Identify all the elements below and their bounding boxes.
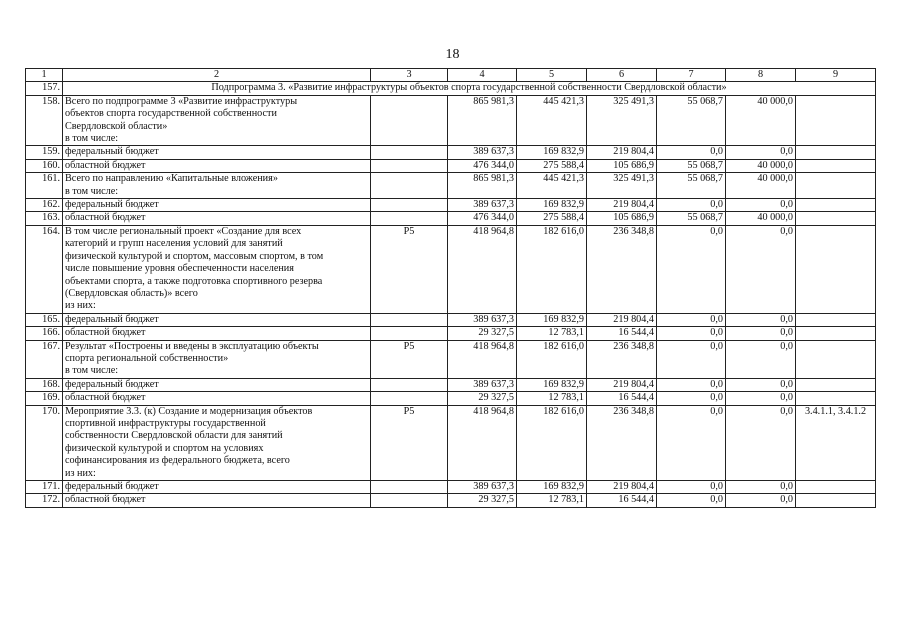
row-year-3: 0,0 <box>657 340 726 378</box>
row-total: 418 964,8 <box>448 405 517 480</box>
row-target-numbers <box>796 159 876 172</box>
row-year-1: 12 783,1 <box>517 327 587 340</box>
header-cell: 6 <box>587 69 657 82</box>
row-year-3: 0,0 <box>657 146 726 159</box>
row-year-1: 182 616,0 <box>517 340 587 378</box>
row-code <box>371 494 448 507</box>
row-code <box>371 392 448 405</box>
row-target-numbers: 3.4.1.1, 3.4.1.2 <box>796 405 876 480</box>
header-cell: 9 <box>796 69 876 82</box>
row-index: 166. <box>26 327 63 340</box>
row-name-line: категорий и групп населения условий для занятий <box>65 238 283 250</box>
row-year-2: 16 544,4 <box>587 494 657 507</box>
row-code <box>371 159 448 172</box>
row-year-3: 0,0 <box>657 327 726 340</box>
row-target-numbers <box>796 173 876 199</box>
row-year-3: 55 068,7 <box>657 173 726 199</box>
row-name <box>63 405 371 480</box>
row-name-line: областной бюджет <box>65 392 146 404</box>
row-year-1: 169 832,9 <box>517 313 587 326</box>
row-year-3: 55 068,7 <box>657 212 726 225</box>
row-year-4: 0,0 <box>726 340 796 378</box>
row-year-4: 40 000,0 <box>726 159 796 172</box>
row-name-line: Мероприятие 3.3. (к) Создание и модернизация объектов <box>65 405 313 417</box>
row-index: 171. <box>26 481 63 494</box>
row-index: 165. <box>26 313 63 326</box>
row-code <box>371 313 448 326</box>
row-name-line: областной бюджет <box>65 159 146 171</box>
row-year-4: 40 000,0 <box>726 95 796 146</box>
row-year-3: 0,0 <box>657 392 726 405</box>
table-row <box>26 173 876 199</box>
row-name-line: из них: <box>65 467 96 479</box>
row-index: 170. <box>26 405 63 480</box>
row-name-line: В том числе региональный проект «Создание для всех <box>65 225 302 237</box>
row-year-2: 219 804,4 <box>587 146 657 159</box>
row-year-1: 12 783,1 <box>517 392 587 405</box>
row-year-2: 325 491,3 <box>587 173 657 199</box>
row-name-line: физической культурой и спортом на условиях <box>65 442 264 454</box>
row-total: 29 327,5 <box>448 494 517 507</box>
row-name <box>63 494 371 507</box>
row-name-line: областной бюджет <box>65 327 146 339</box>
row-name-line: из них: <box>65 300 96 312</box>
table-row <box>26 378 876 391</box>
row-name-line: спортивной инфраструктуры государственной <box>65 417 266 429</box>
row-code: Р5 <box>371 405 448 480</box>
row-name <box>63 481 371 494</box>
row-code <box>371 146 448 159</box>
header-cell: 5 <box>517 69 587 82</box>
row-total: 418 964,8 <box>448 340 517 378</box>
row-year-4: 0,0 <box>726 327 796 340</box>
row-year-4: 0,0 <box>726 313 796 326</box>
header-cell: 1 <box>26 69 63 82</box>
row-total: 389 637,3 <box>448 313 517 326</box>
row-name <box>63 225 371 313</box>
row-year-2: 236 348,8 <box>587 225 657 313</box>
row-year-3: 0,0 <box>657 494 726 507</box>
row-target-numbers <box>796 146 876 159</box>
row-name-line: собственности Свердловской области для занятий <box>65 430 283 442</box>
table-row <box>26 340 876 378</box>
row-year-1: 275 588,4 <box>517 212 587 225</box>
row-year-1: 445 421,3 <box>517 95 587 146</box>
row-year-2: 219 804,4 <box>587 199 657 212</box>
row-year-2: 105 686,9 <box>587 159 657 172</box>
row-year-2: 219 804,4 <box>587 378 657 391</box>
table-row <box>26 392 876 405</box>
row-name <box>63 313 371 326</box>
row-code: Р5 <box>371 225 448 313</box>
row-year-1: 275 588,4 <box>517 159 587 172</box>
row-name-line: объектов спорта государственной собственности <box>65 108 277 120</box>
row-year-2: 325 491,3 <box>587 95 657 146</box>
row-name <box>63 327 371 340</box>
header-cell: 2 <box>63 69 371 82</box>
row-year-2: 16 544,4 <box>587 392 657 405</box>
row-index: 169. <box>26 392 63 405</box>
row-year-4: 40 000,0 <box>726 173 796 199</box>
row-year-4: 0,0 <box>726 494 796 507</box>
row-year-1: 169 832,9 <box>517 199 587 212</box>
header-cell: 7 <box>657 69 726 82</box>
row-name-line: в том числе: <box>65 365 119 377</box>
row-name-line: спорта региональной собственности» <box>65 352 229 364</box>
row-code <box>371 378 448 391</box>
row-year-1: 182 616,0 <box>517 225 587 313</box>
row-name-line: федеральный бюджет <box>65 199 159 211</box>
row-total: 476 344,0 <box>448 212 517 225</box>
row-year-1: 169 832,9 <box>517 146 587 159</box>
row-year-3: 55 068,7 <box>657 159 726 172</box>
row-year-4: 0,0 <box>726 405 796 480</box>
row-index: 162. <box>26 199 63 212</box>
row-year-2: 219 804,4 <box>587 481 657 494</box>
row-index: 157. <box>26 82 63 95</box>
row-year-4: 0,0 <box>726 199 796 212</box>
row-year-4: 0,0 <box>726 378 796 391</box>
table-row <box>26 405 876 480</box>
table-row <box>26 313 876 326</box>
row-target-numbers <box>796 95 876 146</box>
row-total: 865 981,3 <box>448 173 517 199</box>
row-name <box>63 340 371 378</box>
row-year-4: 0,0 <box>726 225 796 313</box>
row-year-3: 55 068,7 <box>657 95 726 146</box>
row-code <box>371 95 448 146</box>
row-target-numbers <box>796 494 876 507</box>
row-name <box>63 173 371 199</box>
row-total: 865 981,3 <box>448 95 517 146</box>
table-row <box>26 159 876 172</box>
row-name-line: числе повышение уровня обеспеченности населения <box>65 263 294 275</box>
row-index: 158. <box>26 95 63 146</box>
row-target-numbers <box>796 481 876 494</box>
table-row <box>26 95 876 146</box>
row-name <box>63 199 371 212</box>
row-total: 476 344,0 <box>448 159 517 172</box>
row-target-numbers <box>796 199 876 212</box>
row-name <box>63 392 371 405</box>
row-name-line: объектами спорта, а также подготовка спортивного резерва <box>65 275 323 287</box>
row-code <box>371 212 448 225</box>
row-year-3: 0,0 <box>657 405 726 480</box>
row-total: 389 637,3 <box>448 481 517 494</box>
header-cell: 3 <box>371 69 448 82</box>
row-name-line: в том числе: <box>65 185 119 197</box>
row-target-numbers <box>796 313 876 326</box>
row-year-1: 12 783,1 <box>517 494 587 507</box>
row-index: 168. <box>26 378 63 391</box>
row-year-2: 236 348,8 <box>587 405 657 480</box>
row-target-numbers <box>796 327 876 340</box>
row-total: 389 637,3 <box>448 146 517 159</box>
row-code <box>371 199 448 212</box>
row-code <box>371 481 448 494</box>
table-body <box>26 69 876 508</box>
row-name <box>63 95 371 146</box>
row-year-4: 0,0 <box>726 146 796 159</box>
row-name-line: федеральный бюджет <box>65 481 159 492</box>
row-name-line: в том числе: <box>65 133 119 145</box>
table-row <box>26 146 876 159</box>
row-total: 418 964,8 <box>448 225 517 313</box>
row-code <box>371 327 448 340</box>
row-target-numbers <box>796 378 876 391</box>
row-year-1: 182 616,0 <box>517 405 587 480</box>
row-name-line: Свердловской области» <box>65 120 168 132</box>
row-name <box>63 212 371 225</box>
row-index: 172. <box>26 494 63 507</box>
row-name-line: физической культурой и спортом, массовым спортом, в том <box>65 250 324 262</box>
row-total: 389 637,3 <box>448 378 517 391</box>
row-index: 167. <box>26 340 63 378</box>
table-row <box>26 327 876 340</box>
row-name-line: (Свердловская область)» всего <box>65 287 198 299</box>
row-index: 159. <box>26 146 63 159</box>
row-target-numbers <box>796 225 876 313</box>
table-row <box>26 225 876 313</box>
row-total: 29 327,5 <box>448 392 517 405</box>
row-index: 163. <box>26 212 63 225</box>
table-row <box>26 494 876 507</box>
row-name <box>63 378 371 391</box>
row-name <box>63 146 371 159</box>
row-name-line: федеральный бюджет <box>65 313 159 325</box>
row-year-1: 445 421,3 <box>517 173 587 199</box>
row-index: 161. <box>26 173 63 199</box>
page-number: 18 <box>445 47 460 62</box>
row-year-3: 0,0 <box>657 378 726 391</box>
row-name-line: Результат «Построены и введены в эксплуатацию объекты <box>65 340 319 352</box>
row-year-4: 40 000,0 <box>726 212 796 225</box>
header-row <box>26 69 876 82</box>
row-target-numbers <box>796 212 876 225</box>
subprogram-row <box>26 82 876 95</box>
row-year-2: 105 686,9 <box>587 212 657 225</box>
row-name <box>63 159 371 172</box>
table-row <box>26 199 876 212</box>
row-year-4: 0,0 <box>726 392 796 405</box>
row-name-line: областной бюджет <box>65 212 146 224</box>
row-index: 160. <box>26 159 63 172</box>
row-year-3: 0,0 <box>657 225 726 313</box>
table-row <box>26 212 876 225</box>
row-total: 389 637,3 <box>448 199 517 212</box>
subprogram-title: Подпрограмма 3. «Развитие инфраструктуры объектов спорта государственной собственности Свердловской области» <box>63 82 876 95</box>
row-target-numbers <box>796 392 876 405</box>
row-target-numbers <box>796 340 876 378</box>
row-code: Р5 <box>371 340 448 378</box>
row-year-2: 219 804,4 <box>587 313 657 326</box>
header-cell: 4 <box>448 69 517 82</box>
header-cell: 8 <box>726 69 796 82</box>
row-year-4: 0,0 <box>726 481 796 494</box>
row-total: 29 327,5 <box>448 327 517 340</box>
row-name-line: федеральный бюджет <box>65 378 159 390</box>
row-name-line: федеральный бюджет <box>65 146 159 158</box>
row-name-line: областной бюджет <box>65 494 146 506</box>
table-row <box>26 481 876 494</box>
row-year-3: 0,0 <box>657 199 726 212</box>
row-name-line: Всего по подпрограмме 3 «Развитие инфраструктуры <box>65 95 298 107</box>
budget-table <box>25 68 876 508</box>
row-year-3: 0,0 <box>657 481 726 494</box>
row-year-2: 16 544,4 <box>587 327 657 340</box>
row-year-1: 169 832,9 <box>517 378 587 391</box>
row-name-line: Всего по направлению «Капитальные вложения» <box>65 173 278 185</box>
row-year-1: 169 832,9 <box>517 481 587 494</box>
row-name-line: софинансирования из федерального бюджета, всего <box>65 455 290 467</box>
row-index: 164. <box>26 225 63 313</box>
row-year-2: 236 348,8 <box>587 340 657 378</box>
row-year-3: 0,0 <box>657 313 726 326</box>
row-code <box>371 173 448 199</box>
